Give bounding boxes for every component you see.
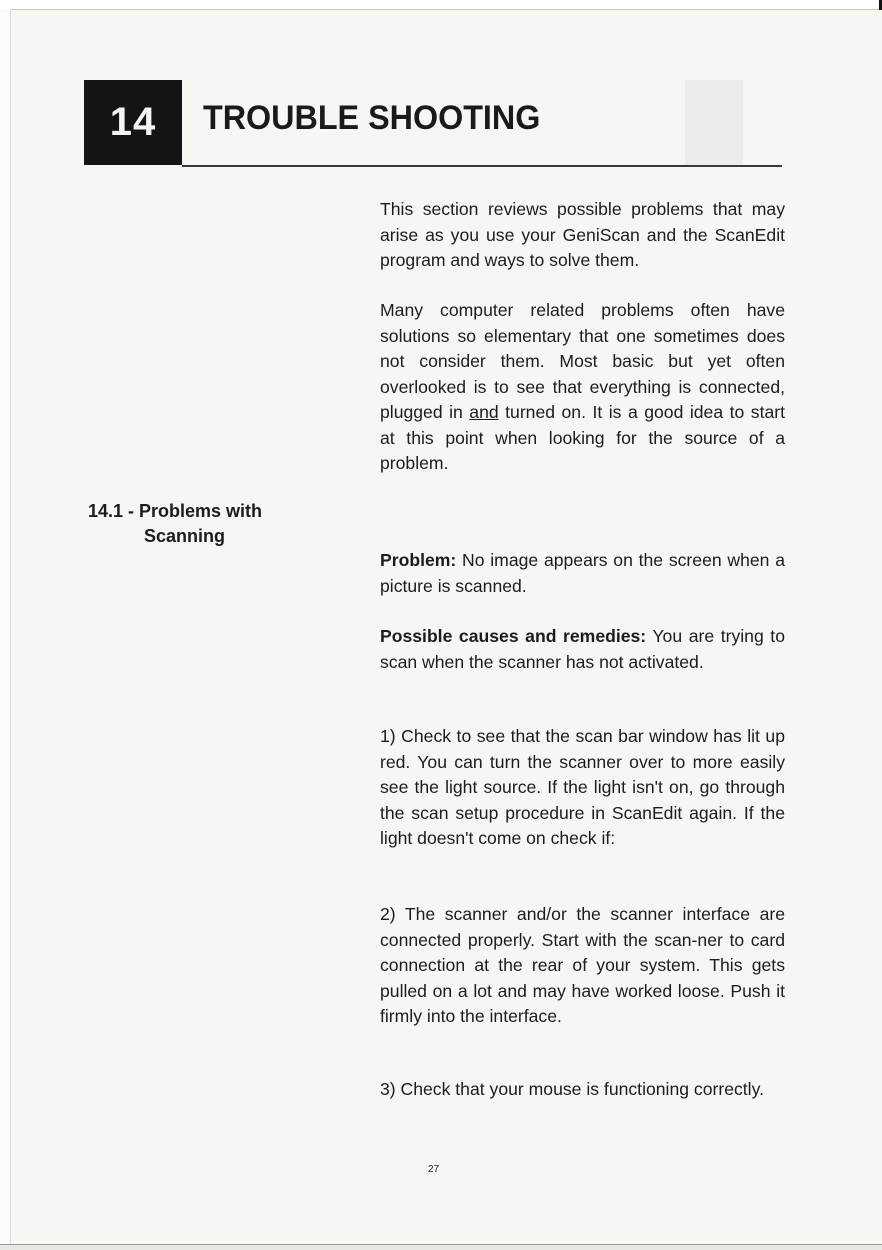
- step-2: [380, 902, 785, 1030]
- heading-rule: [182, 165, 782, 167]
- page-edge-left: [0, 9, 11, 1250]
- intro-text-2b: turned on. It is a good idea to start at this point when looking for the source of a problem.: [380, 402, 785, 473]
- chapter-number-box: [84, 80, 182, 165]
- section-heading-line1: 14.1 - Problems with: [88, 501, 263, 521]
- causes-text: You are trying to scan when the scanner has not activated.: [380, 626, 785, 672]
- problem-label: Problem:: [380, 550, 457, 570]
- step-1: [380, 724, 785, 852]
- step-2-text: 2) The scanner and/or the scanner interface are connected properly. Start with the scan-ner to card connection at the rear of your system. This gets pulled on a lot and may have worked loose. Push it firmly into the interface.: [380, 904, 785, 1026]
- step-1-text: 1) Check to see that the scan bar window has lit up red. You can turn the scanner over to more easily see the light source. If the light isn't on, go through the scan setup procedure in ScanEdit again. If the light doesn't come on check if:: [380, 726, 785, 848]
- page-edge-top: [0, 0, 882, 10]
- intro-paragraph-1: [380, 197, 785, 274]
- intro-text-2a: Many computer related problems often have solutions so elementary that one sometimes does not consider them. Most basic but yet often overlooked is to see that everything is connected, plugged in: [380, 300, 785, 422]
- causes-label: Possible causes and remedies:: [380, 626, 647, 646]
- problem-text: No image appears on the screen when a picture is scanned.: [380, 550, 785, 596]
- intro-text-1: This section reviews possible problems that may arise as you use your GeniScan and the ScanEdit program and ways to solve them.: [380, 199, 785, 270]
- section-heading-line2: Scanning: [144, 526, 226, 546]
- causes-paragraph: [380, 624, 785, 675]
- chapter-number: 14: [109, 100, 157, 144]
- step-3: [380, 1077, 785, 1103]
- problem-paragraph: [380, 548, 785, 599]
- section-heading: [88, 499, 262, 549]
- page-number: 27: [428, 1164, 440, 1175]
- intro-paragraph-2: [380, 298, 785, 477]
- underlined-and: and: [469, 402, 499, 422]
- show-through-box: [685, 80, 743, 165]
- intro-text-2: [380, 298, 785, 477]
- page-edge-bottom: [0, 1244, 882, 1250]
- step-3-text: 3) Check that your mouse is functioning correctly.: [380, 1079, 764, 1099]
- chapter-title: TROUBLE SHOOTING: [203, 99, 541, 137]
